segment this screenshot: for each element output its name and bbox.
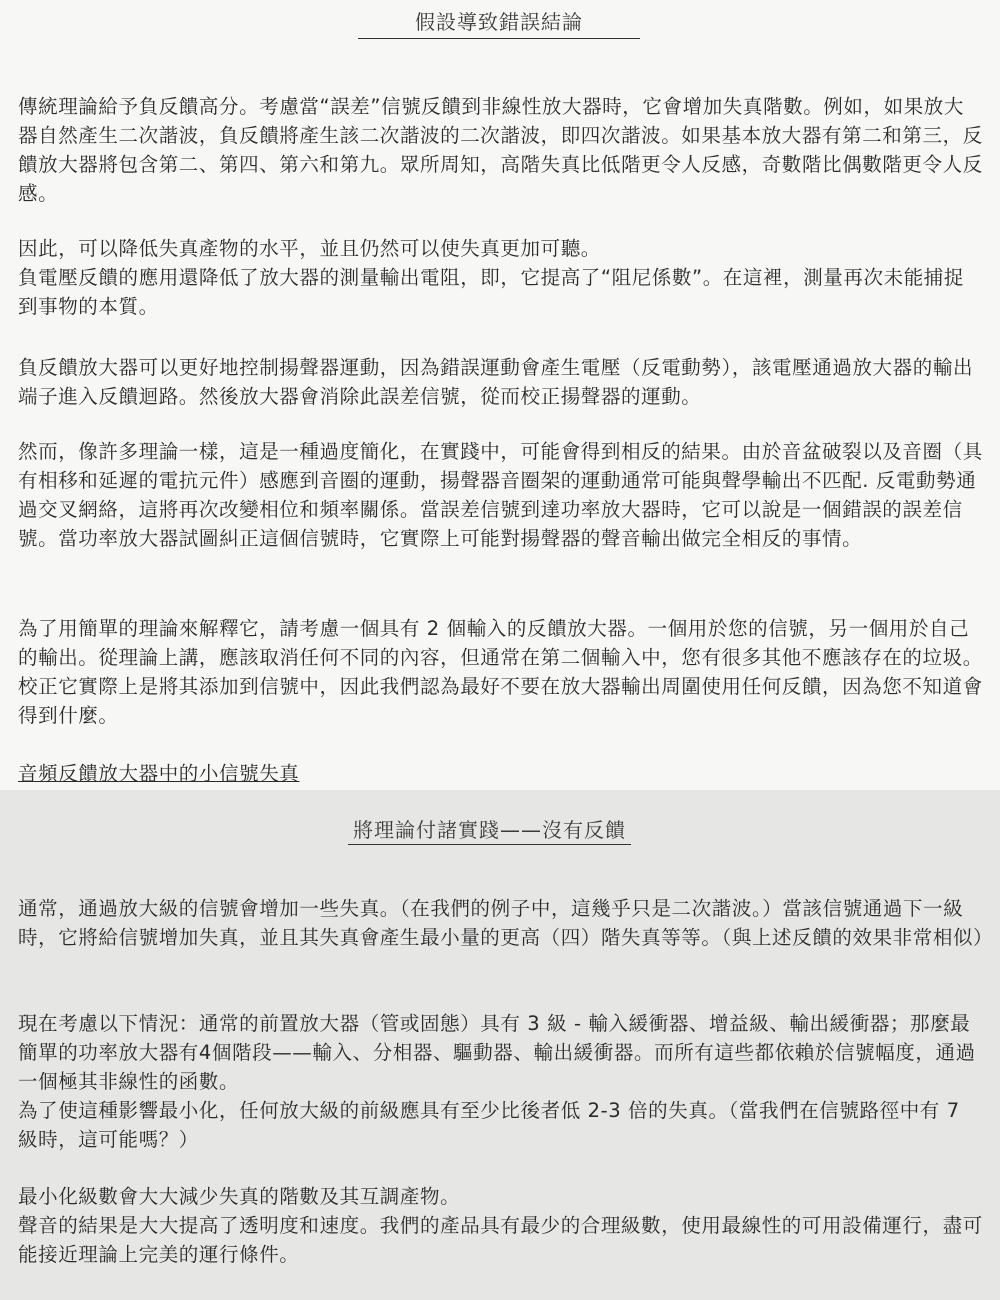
paragraph: 因此，可以降低失真產物的水平，並且仍然可以使失真更加可聽。 負電壓反饋的應用還降低了放大器的測量輸出電阻，即，它提高了“阻尼係數”。在這裡，測量再次未能捕捉到事物的本質。 (18, 237, 965, 318)
heading-text: 假設導致錯誤結論 (415, 10, 583, 34)
heading-text: 將理論付諸實踐——沒有反饋 (353, 818, 626, 842)
section-no-feedback (0, 790, 1000, 1300)
paragraph: 現在考慮以下情況：通常的前置放大器（管或固態）具有 3 級 - 輸入緩衝器、增益級、輸出緩衝器；那麼最簡單的功率放大器有4個階段——輸入、分相器、驅動器、輸出緩衝器。而所有這些都依賴於信號幅度，通過一個極其非線性的函數。 為了使這種影響最小化，任何放大級的前級應具有至少比後者低 2-3 倍的失真。（當我們在信號路徑中有 7 級時，這可能嗎？） (18, 1012, 976, 1151)
section-heading (348, 814, 631, 843)
paragraph: 負反饋放大器可以更好地控制揚聲器運動，因為錯誤運動會產生電壓（反電動勢），該電壓通過放大器的輸出端子進入反饋迴路。然後放大器會消除此誤差信號，從而校正揚聲器的運動。 (18, 356, 974, 408)
paragraph: 為了用簡單的理論來解釋它，請考慮一個具有 2 個輸入的反饋放大器。一個用於您的信號，另一個用於自己的輸出。從理論上講，應該取消任何不同的內容，但通常在第二個輸入中，您有很多其他不應該存在的垃圾。校正它實際上是將其添加到信號中，因此我們認為最好不要在放大器輸出周圍使用任何反饋，因為您不知道會得到什麼。 (18, 617, 983, 727)
paragraph: 最小化級數會大大減少失真的階數及其互調產物。 聲音的結果是大大提高了透明度和速度。我們的產品具有最少的合理級數，使用最線性的可用設備運行，盡可能接近理論上完美的運行條件。 (18, 1185, 983, 1266)
article-link[interactable]: 音頻反饋放大器中的小信號失真 (18, 762, 300, 785)
paragraph: 然而，像許多理論一樣，這是一種過度簡化，在實踐中，可能會得到相反的結果。由於音盆破裂以及音圈（具有相移和延遲的電抗元件）感應到音圈的運動，揚聲器音圈架的運動通常可能與聲學輸出不匹配. 反電動勢通過交叉網絡，這將再次改變相位和頻率關係。當誤差信號到達功率放大器時，它可以說是一個錯誤的誤差信號。當功率放大器試圖糾正這個信號時，它實際上可能對揚聲器的聲音輸出做完全相反的事情。 (18, 440, 983, 550)
section-heading (358, 6, 640, 35)
paragraph: 通常，通過放大級的信號會增加一些失真。（在我們的例子中，這幾乎只是二次諧波。）當該信號通過下一級時，它將給信號增加失真，並且其失真會產生最小量的更高（四）階失真等等。（與上述反饋的效果非常相似） (18, 897, 994, 949)
heading-underline (348, 844, 631, 845)
heading-underline (358, 38, 640, 39)
paragraph: 傳統理論給予負反饋高分。考慮當“誤差”信號反饋到非線性放大器時，它會增加失真階數。例如，如果放大器自然產生二次諧波，負反饋將產生該二次諧波的二次諧波，即四次諧波。如果基本放大器有第二和第三，反饋放大器將包含第二、第四、第六和第九。眾所周知，高階失真比低階更令人反感，奇數階比偶數階更令人反感。 (18, 95, 983, 205)
